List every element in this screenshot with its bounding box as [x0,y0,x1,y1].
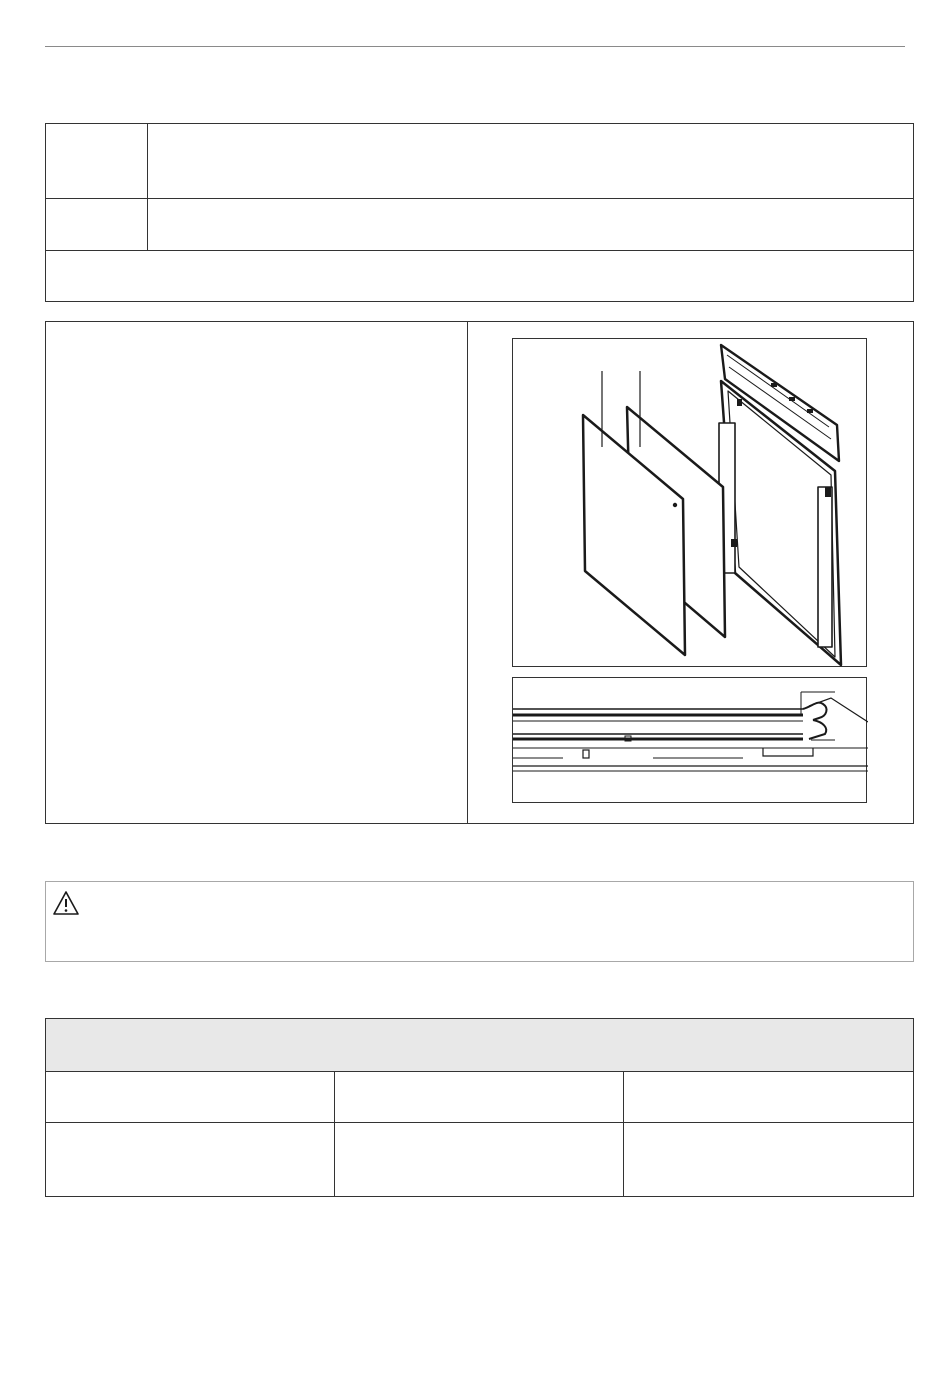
summary-table-header [46,1019,913,1072]
info-table-column-divider [147,124,148,250]
door-exploded-illustration [512,338,867,667]
door-cross-section-drawing [513,678,868,804]
info-table-row-divider [46,250,913,251]
summary-table [45,1018,914,1197]
summary-table-row-divider [46,1122,913,1123]
door-exploded-drawing [513,339,868,668]
warning-triangle-icon [52,890,80,916]
warning-box [45,881,914,962]
info-table-row-divider [46,198,913,199]
door-cross-section-illustration [512,677,867,803]
header-rule [45,46,905,47]
summary-table-column-divider [623,1071,624,1196]
summary-table-column-divider [334,1071,335,1196]
instruction-section-divider [467,322,468,823]
info-table [45,123,914,302]
instruction-section [45,321,914,824]
